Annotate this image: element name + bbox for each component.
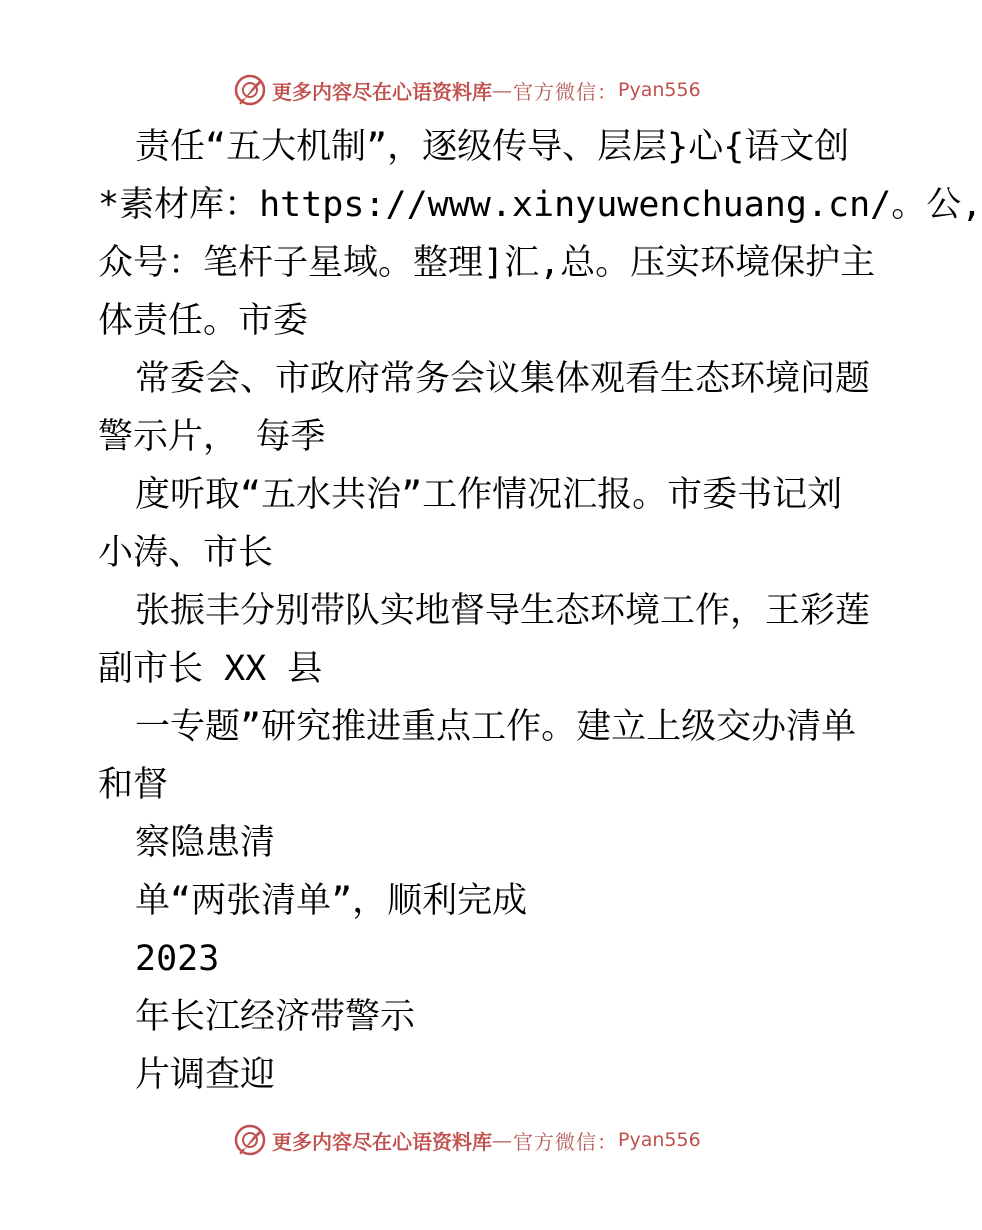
text-line: 众号：笔杆子星域。整理]汇,总。压实环境保护主	[98, 243, 876, 283]
text-line: 和督	[98, 765, 169, 805]
text-line: 张振丰分别带队实地督导生态环境工作，王彩莲	[135, 591, 871, 631]
banner-separator: —	[492, 1128, 513, 1152]
document-body	[98, 118, 982, 1104]
banner-wechat-id: Pyan556	[618, 1129, 701, 1151]
banner-official-label: 官方微信：	[513, 79, 618, 104]
header-banner	[232, 70, 701, 110]
text-line: 警示片， 每季	[98, 417, 326, 457]
brand-logo-icon	[232, 1122, 268, 1158]
banner-wechat-id: Pyan556	[618, 79, 701, 101]
banner-slogan: 更多内容尽在心语资料库	[272, 1129, 492, 1154]
banner-official-label: 官方微信：	[513, 1129, 618, 1154]
text-line: 责任“五大机制”，逐级传导、层层}心{语文创	[135, 127, 850, 167]
text-line: *素材库：https://www.xinyuwenchuang.cn/。公,	[98, 185, 982, 225]
text-line: 一专题”研究推进重点工作。建立上级交办清单	[135, 707, 857, 747]
text-line: 片调查迎	[135, 1055, 276, 1095]
text-line: 年长江经济带警示	[135, 997, 416, 1037]
footer-banner	[232, 1120, 701, 1160]
banner-separator: —	[492, 78, 513, 102]
text-line: 单“两张清单”，顺利完成	[135, 881, 528, 921]
text-line: 副市长 XX 县	[98, 649, 323, 689]
text-line: 察隐患清	[135, 823, 276, 863]
text-line: 常委会、市政府常务会议集体观看生态环境问题	[135, 359, 871, 399]
text-line: 2023	[135, 939, 220, 979]
text-line: 度听取“五水共治”工作情况汇报。市委书记刘	[135, 475, 843, 515]
text-line: 体责任。市委	[98, 301, 309, 341]
banner-slogan: 更多内容尽在心语资料库	[272, 79, 492, 104]
brand-logo-icon	[232, 72, 268, 108]
text-line: 小涛、市长	[98, 533, 274, 573]
